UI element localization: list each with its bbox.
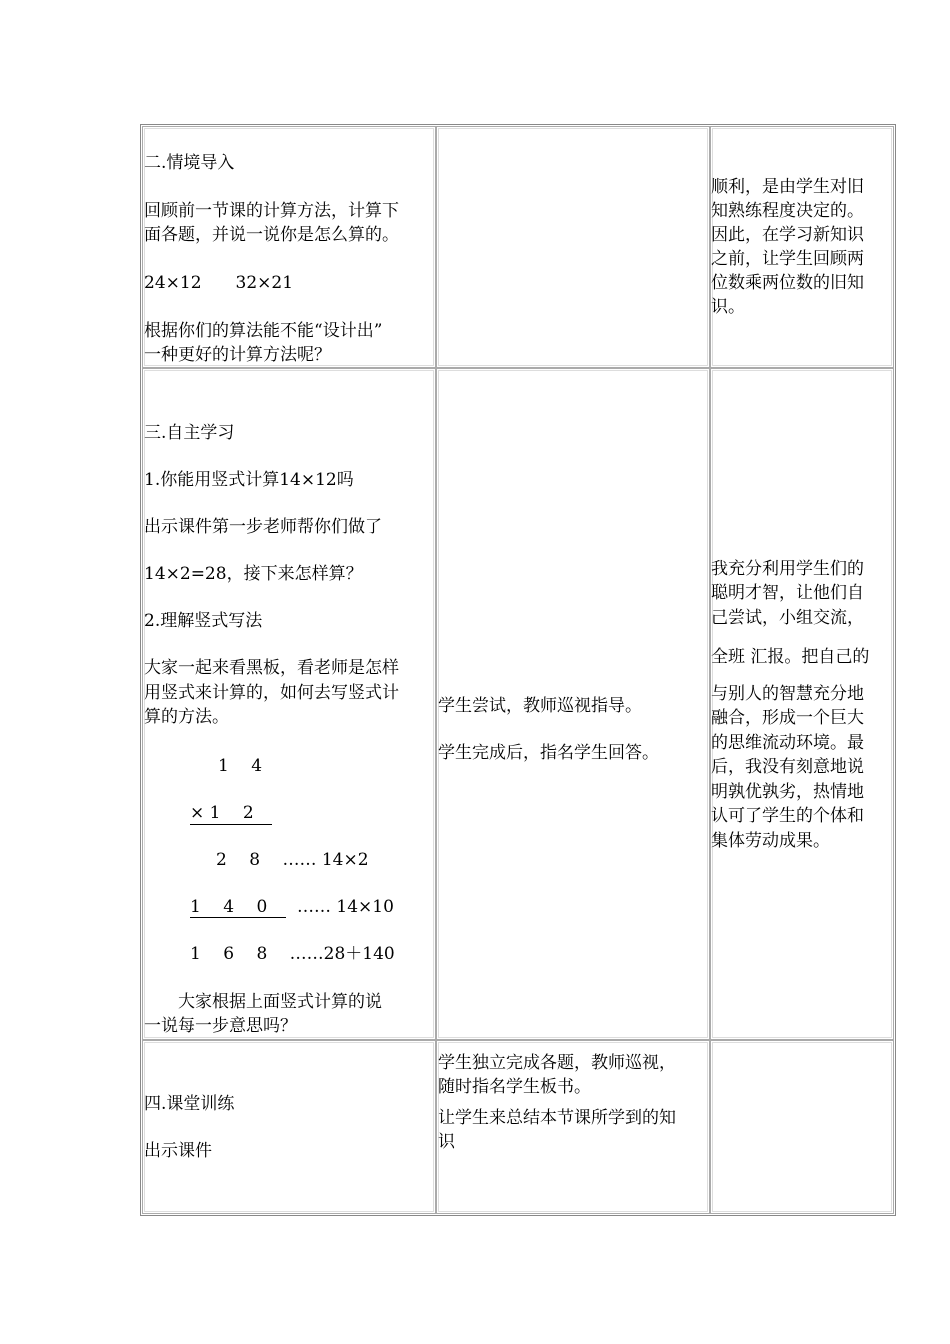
row1-middle-cell [436,126,710,368]
calc-row-product: 1 6 8 ……28＋140 [190,944,395,964]
reflection-line: 顺利，是由学生对旧 [711,177,864,197]
calc-row-multiplicand: 1 4 [218,756,263,776]
activity-line: 让学生来总结本节课所学到的知 [438,1108,676,1128]
paragraph-line: 大家根据上面竖式计算的说 [144,992,382,1012]
activity-line: 识 [438,1132,455,1152]
reflection-line: 之前，让学生回顾两 [711,249,864,269]
activity-line: 学生完成后，指名学生回答。 [438,743,659,763]
activity-line: 随时指名学生板书。 [438,1077,591,1097]
exercise-line: 24×12 32×21 [144,273,294,293]
paragraph-line: 面各题，并说一说你是怎么算的。 [144,225,399,245]
reflection-line: 集体劳动成果。 [711,831,830,851]
reflection-line: 我充分利用学生们的 [711,559,864,579]
section-heading: 三.自主学习 [144,423,235,443]
reflection-line: 的思维流动环境。最 [711,733,864,753]
paragraph-line: 回顾前一节课的计算方法，计算下 [144,201,399,221]
reflection-line: 识。 [711,297,745,317]
reflection-line: 后，我没有刻意地说 [711,757,864,777]
calc-row-partial-2-note: …… 14×10 [297,897,394,917]
paragraph-line: 根据你们的算法能不能“设计出” [144,321,383,341]
paragraph-line: 出示课件第一步老师帮你们做了 [144,517,382,537]
paragraph-line: 14×2=28，接下来怎样算？ [144,564,363,584]
reflection-line: 聪明才智，让他们自 [711,583,864,603]
reflection-line: 全班 汇报。把自己的 [711,647,870,667]
paragraph-line: 出示课件 [144,1141,212,1161]
activity-line: 学生独立完成各题，教师巡视， [438,1053,676,1073]
calc-row-partial-1: 2 8 …… 14×2 [216,850,369,870]
reflection-line: 明孰优孰劣，热情地 [711,782,864,802]
calc-underline [190,917,286,918]
paragraph-line: 一说每一步意思吗？ [144,1016,297,1036]
reflection-line: 认可了学生的个体和 [711,806,864,826]
calc-row-partial-2: 1 4 0 [190,897,268,917]
activity-line: 学生尝试，教师巡视指导。 [438,696,642,716]
reflection-line: 知熟练程度决定的。 [711,201,864,221]
paragraph-line: 一种更好的计算方法呢？ [144,345,331,365]
subsection-heading: 2.理解竖式写法 [144,611,263,631]
paragraph-line: 大家一起来看黑板，看老师是怎样 [144,658,399,678]
reflection-line: 与别人的智慧充分地 [711,684,864,704]
calc-row-multiplier: × 1 2 [190,803,254,823]
reflection-line: 位数乘两位数的旧知 [711,273,864,293]
paragraph-line: 用竖式来计算的，如何去写竖式计 [144,683,399,703]
row3-right-cell [710,1040,894,1214]
reflection-line: 融合，形成一个巨大 [711,708,864,728]
section-heading: 四.课堂训练 [144,1094,235,1114]
reflection-line: 因此，在学习新知识 [711,225,864,245]
paragraph-line: 1.你能用竖式计算14×12吗 [144,470,354,490]
paragraph-line: 算的方法。 [144,707,229,727]
section-heading: 二.情境导入 [144,153,235,173]
calc-underline [190,824,272,825]
row3-left-cell [142,1040,436,1214]
reflection-line: 己尝试，小组交流， [711,608,864,628]
